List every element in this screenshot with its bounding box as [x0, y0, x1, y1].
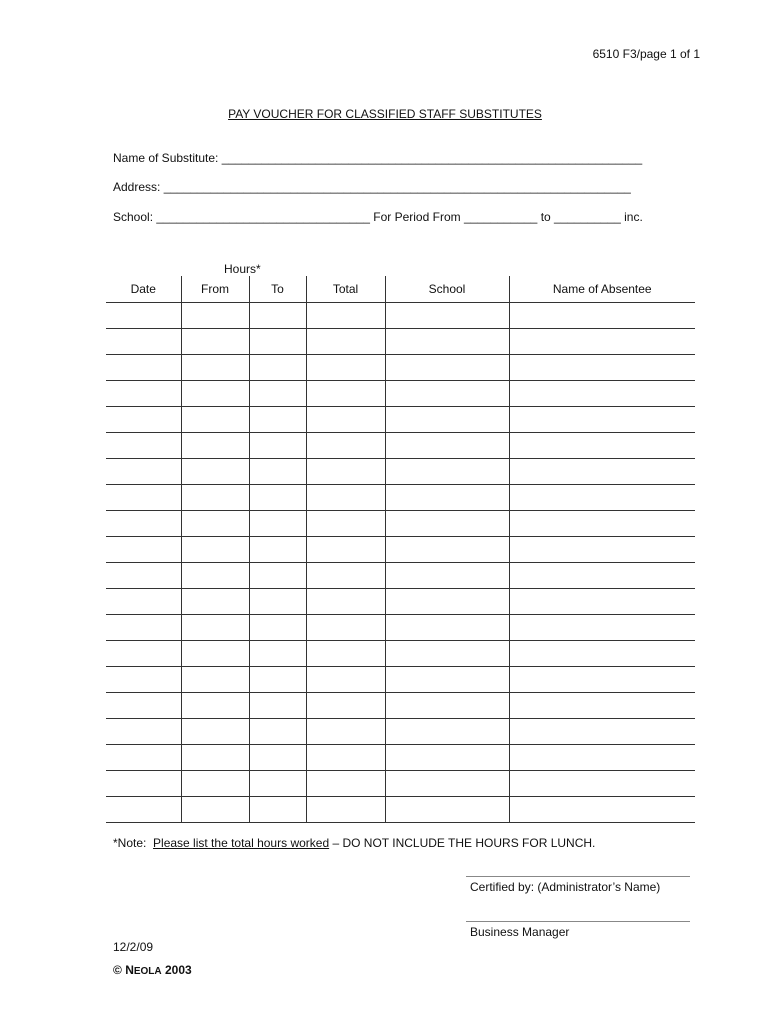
table-cell[interactable] — [306, 485, 385, 511]
table-cell[interactable] — [509, 303, 695, 329]
school-period-field[interactable]: School: ________________________________ For Period From ___________ to __________ inc. — [113, 210, 643, 224]
table-cell[interactable] — [306, 459, 385, 485]
table-cell[interactable] — [385, 303, 509, 329]
table-cell[interactable] — [249, 719, 306, 745]
table-cell[interactable] — [181, 641, 249, 667]
table-cell[interactable] — [181, 745, 249, 771]
table-cell[interactable] — [306, 329, 385, 355]
table-cell[interactable] — [181, 355, 249, 381]
table-cell[interactable] — [106, 667, 181, 693]
copyright-notice — [113, 963, 192, 977]
table-cell[interactable] — [249, 667, 306, 693]
table-cell[interactable] — [181, 433, 249, 459]
table-cell[interactable] — [249, 485, 306, 511]
table-cell[interactable] — [249, 745, 306, 771]
table-row — [106, 719, 695, 745]
table-row — [106, 511, 695, 537]
table-cell[interactable] — [306, 719, 385, 745]
table-cell[interactable] — [181, 381, 249, 407]
table-row — [106, 563, 695, 589]
table-cell[interactable] — [509, 485, 695, 511]
table-cell[interactable] — [106, 433, 181, 459]
table-cell[interactable] — [306, 511, 385, 537]
table-cell[interactable] — [385, 407, 509, 433]
note-prefix: *Note: — [113, 836, 154, 850]
table-cell[interactable] — [509, 641, 695, 667]
table-cell[interactable] — [385, 485, 509, 511]
table-row — [106, 407, 695, 433]
table-cell[interactable] — [385, 459, 509, 485]
table-cell[interactable] — [306, 615, 385, 641]
table-cell[interactable] — [306, 355, 385, 381]
column-header-to: To — [249, 276, 306, 303]
table-cell[interactable] — [509, 693, 695, 719]
column-header-date: Date — [106, 276, 181, 303]
table-row — [106, 589, 695, 615]
business-manager-signature-line[interactable] — [466, 921, 690, 922]
table-cell[interactable] — [249, 537, 306, 563]
table-cell[interactable] — [106, 589, 181, 615]
column-header-total: Total — [306, 276, 385, 303]
table-cell[interactable] — [181, 485, 249, 511]
revision-date: 12/2/09 — [113, 940, 154, 954]
table-row — [106, 797, 695, 823]
table-cell[interactable] — [385, 537, 509, 563]
table-cell[interactable] — [181, 459, 249, 485]
table-cell[interactable] — [181, 537, 249, 563]
lunch-hours-note — [113, 836, 595, 850]
table-cell[interactable] — [106, 771, 181, 797]
table-cell[interactable] — [181, 407, 249, 433]
table-cell[interactable] — [181, 511, 249, 537]
note-underlined-text: Please list the total hours worked — [153, 836, 330, 850]
table-row — [106, 693, 695, 719]
table-cell[interactable] — [509, 719, 695, 745]
form-title: PAY VOUCHER FOR CLASSIFIED STAFF SUBSTITUTES — [228, 107, 542, 121]
brand-rest: EOLA — [133, 966, 162, 977]
table-cell[interactable] — [385, 641, 509, 667]
table-cell[interactable] — [306, 381, 385, 407]
table-cell[interactable] — [509, 511, 695, 537]
table-cell[interactable] — [181, 615, 249, 641]
table-cell[interactable] — [306, 641, 385, 667]
table-cell[interactable] — [181, 589, 249, 615]
table-cell[interactable] — [306, 693, 385, 719]
table-cell[interactable] — [385, 433, 509, 459]
table-row — [106, 433, 695, 459]
table-cell[interactable] — [509, 667, 695, 693]
table-cell[interactable] — [509, 771, 695, 797]
table-cell[interactable] — [249, 407, 306, 433]
certified-by-signature-line[interactable] — [466, 876, 690, 877]
table-cell[interactable] — [106, 537, 181, 563]
table-cell[interactable] — [106, 745, 181, 771]
table-cell[interactable] — [306, 745, 385, 771]
page-identifier: 6510 F3/page 1 of 1 — [592, 47, 700, 61]
table-cell[interactable] — [385, 355, 509, 381]
table-cell[interactable] — [106, 355, 181, 381]
column-header-school: School — [385, 276, 509, 303]
table-row — [106, 485, 695, 511]
table-cell[interactable] — [385, 771, 509, 797]
table-cell[interactable] — [385, 329, 509, 355]
table-cell[interactable] — [306, 433, 385, 459]
table-cell[interactable] — [106, 615, 181, 641]
table-cell[interactable] — [306, 771, 385, 797]
table-cell[interactable] — [385, 589, 509, 615]
table-cell[interactable] — [306, 407, 385, 433]
table-cell[interactable] — [306, 667, 385, 693]
table-cell[interactable] — [509, 459, 695, 485]
table-cell[interactable] — [509, 381, 695, 407]
table-cell[interactable] — [249, 641, 306, 667]
copyright-symbol: © — [113, 963, 122, 977]
table-cell[interactable] — [385, 693, 509, 719]
table-row — [106, 355, 695, 381]
table-cell[interactable] — [249, 303, 306, 329]
table-cell[interactable] — [385, 381, 509, 407]
table-cell[interactable] — [249, 693, 306, 719]
substitute-hours-table — [106, 276, 695, 823]
table-cell[interactable] — [306, 563, 385, 589]
table-row — [106, 537, 695, 563]
table-cell[interactable] — [249, 433, 306, 459]
table-cell[interactable] — [106, 485, 181, 511]
table-cell[interactable] — [306, 537, 385, 563]
table-cell[interactable] — [249, 329, 306, 355]
table-cell[interactable] — [106, 407, 181, 433]
table-cell[interactable] — [306, 303, 385, 329]
note-suffix: – DO NOT INCLUDE THE HOURS FOR LUNCH. — [329, 836, 596, 850]
table-row — [106, 329, 695, 355]
table-cell[interactable] — [385, 615, 509, 641]
table-cell[interactable] — [509, 615, 695, 641]
table-cell[interactable] — [509, 329, 695, 355]
table-cell[interactable] — [106, 797, 181, 823]
table-row — [106, 771, 695, 797]
business-manager-label: Business Manager — [470, 925, 570, 939]
table-cell[interactable] — [249, 459, 306, 485]
table-cell[interactable] — [106, 719, 181, 745]
table-cell[interactable] — [106, 381, 181, 407]
table-cell[interactable] — [385, 797, 509, 823]
table-cell[interactable] — [249, 511, 306, 537]
table-cell[interactable] — [106, 329, 181, 355]
table-cell[interactable] — [509, 797, 695, 823]
table-cell[interactable] — [249, 381, 306, 407]
table-cell[interactable] — [181, 797, 249, 823]
hours-group-header: Hours* — [224, 262, 261, 276]
table-cell[interactable] — [181, 693, 249, 719]
table-cell[interactable] — [181, 667, 249, 693]
table-cell[interactable] — [306, 797, 385, 823]
table-row — [106, 641, 695, 667]
copyright-year: 2003 — [164, 963, 192, 977]
table-cell[interactable] — [106, 303, 181, 329]
table-cell[interactable] — [181, 303, 249, 329]
table-cell[interactable] — [306, 589, 385, 615]
table-row — [106, 459, 695, 485]
table-cell[interactable] — [249, 797, 306, 823]
table-cell[interactable] — [106, 459, 181, 485]
table-cell[interactable] — [385, 745, 509, 771]
table-body — [106, 303, 695, 823]
table-row — [106, 381, 695, 407]
table-cell[interactable] — [509, 355, 695, 381]
table-cell[interactable] — [509, 563, 695, 589]
table-cell[interactable] — [106, 641, 181, 667]
table-cell[interactable] — [385, 563, 509, 589]
table-cell[interactable] — [509, 589, 695, 615]
table-cell[interactable] — [181, 563, 249, 589]
name-of-substitute-field[interactable]: Name of Substitute: _______________________________________________________________ — [113, 151, 643, 165]
table-cell[interactable] — [181, 329, 249, 355]
table-header-row — [106, 276, 695, 303]
table-row — [106, 667, 695, 693]
table-row — [106, 745, 695, 771]
table-cell[interactable] — [249, 563, 306, 589]
table-cell[interactable] — [181, 719, 249, 745]
table-cell[interactable] — [181, 771, 249, 797]
column-header-name-of-absentee: Name of Absentee — [509, 276, 695, 303]
table-cell[interactable] — [385, 719, 509, 745]
table-row — [106, 615, 695, 641]
table-row — [106, 303, 695, 329]
table-cell[interactable] — [106, 563, 181, 589]
certified-by-label: Certified by: (Administrator’s Name) — [470, 880, 661, 894]
table-cell[interactable] — [509, 407, 695, 433]
address-field[interactable]: Address: ______________________________________________________________________ — [113, 180, 631, 194]
table-cell[interactable] — [106, 511, 181, 537]
table-cell[interactable] — [385, 667, 509, 693]
table-cell[interactable] — [509, 537, 695, 563]
table-cell[interactable] — [106, 693, 181, 719]
table-cell[interactable] — [249, 355, 306, 381]
table-cell[interactable] — [509, 745, 695, 771]
table-cell[interactable] — [385, 511, 509, 537]
table-cell[interactable] — [249, 615, 306, 641]
brand-initial: N — [125, 963, 134, 977]
table-cell[interactable] — [249, 589, 306, 615]
table-cell[interactable] — [249, 771, 306, 797]
table-cell[interactable] — [509, 433, 695, 459]
column-header-from: From — [181, 276, 249, 303]
